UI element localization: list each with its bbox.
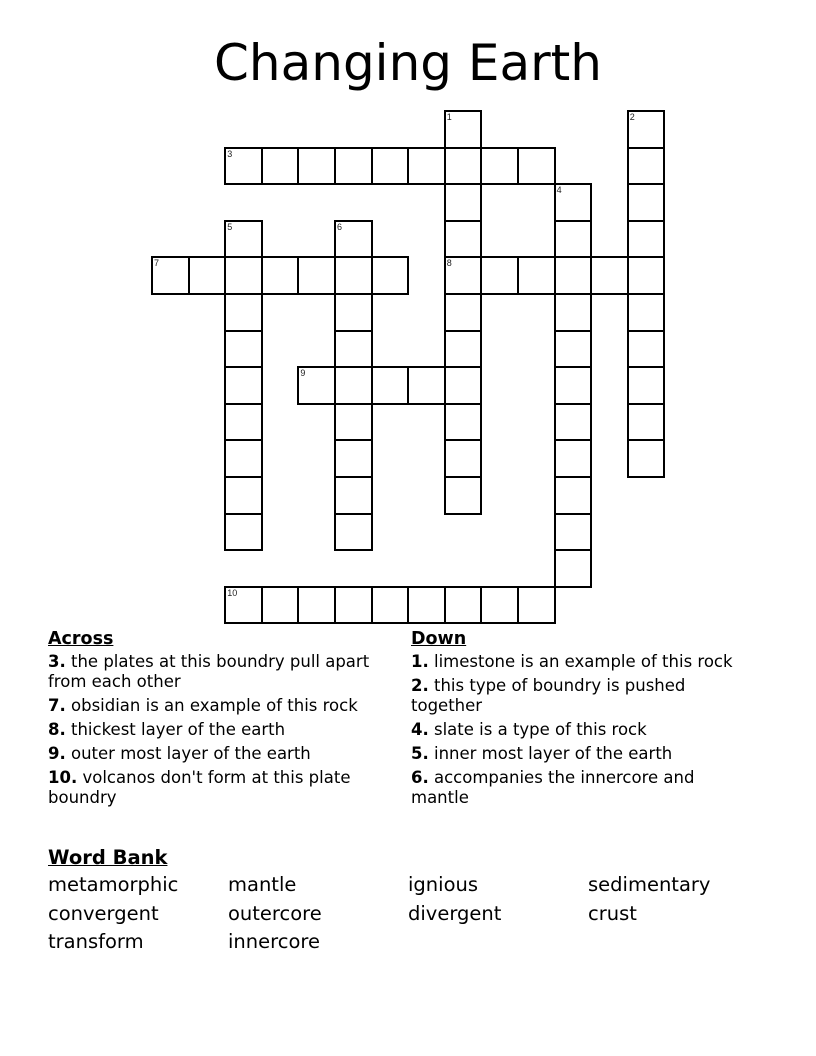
across-clue-9 [48, 744, 393, 764]
clue-number: 4. [411, 720, 429, 739]
crossword-cell[interactable] [480, 586, 519, 625]
down-clue-2 [411, 676, 741, 716]
crossword-cell[interactable] [444, 330, 483, 369]
crossword-cell[interactable] [554, 513, 593, 552]
clue-text: obsidian is an example of this rock [71, 696, 358, 715]
crossword-cell[interactable] [151, 256, 190, 295]
cell-number: 8 [446, 258, 452, 269]
cell-number: 6 [337, 221, 343, 232]
crossword-cell[interactable] [444, 256, 483, 295]
crossword-cell[interactable] [224, 330, 263, 369]
word-bank-item: outercore [228, 901, 322, 925]
crossword-cell[interactable] [627, 147, 666, 186]
word-bank-item: innercore [228, 930, 320, 953]
word-bank-item: divergent [408, 901, 502, 925]
crossword-cell[interactable] [261, 256, 300, 295]
word-bank-item: ignious [408, 873, 479, 896]
crossword-cell[interactable] [224, 586, 263, 625]
cell-number: 7 [154, 258, 160, 269]
down-clues [411, 628, 741, 812]
word-bank-heading: Word Bank [48, 846, 168, 869]
crossword-cell[interactable] [371, 586, 410, 625]
cell-number: 9 [300, 368, 306, 379]
down-clue-5 [411, 744, 741, 764]
crossword-cell[interactable] [480, 147, 519, 186]
crossword-cell[interactable] [188, 256, 227, 295]
crossword-cell[interactable] [334, 256, 373, 295]
crossword-cell[interactable] [627, 366, 666, 405]
crossword-cell[interactable] [334, 513, 373, 552]
across-clues [48, 628, 393, 812]
cell-number: 5 [227, 221, 233, 232]
word-bank-item: sedimentary [588, 873, 711, 896]
crossword-cell[interactable] [517, 586, 556, 625]
crossword-cell[interactable] [407, 366, 446, 405]
crossword-cell[interactable] [224, 513, 263, 552]
crossword-cell[interactable] [297, 256, 336, 295]
page-title: Changing Earth [214, 34, 602, 92]
clue-text: limestone is an example of this rock [434, 652, 733, 671]
crossword-cell[interactable] [224, 439, 263, 478]
crossword-cell[interactable] [554, 476, 593, 515]
crossword-cell[interactable] [407, 586, 446, 625]
across-clue-8 [48, 720, 393, 740]
crossword-cell[interactable] [334, 220, 373, 259]
crossword-cell[interactable] [627, 256, 666, 295]
crossword-cell[interactable] [224, 147, 263, 186]
clue-number: 1. [411, 652, 429, 671]
crossword-cell[interactable] [554, 403, 593, 442]
crossword-cell[interactable] [261, 147, 300, 186]
clue-text: slate is a type of this rock [434, 720, 647, 739]
clue-number: 7. [48, 696, 66, 715]
clue-number: 2. [411, 676, 429, 695]
crossword-cell[interactable] [444, 586, 483, 625]
clue-number: 9. [48, 744, 66, 763]
crossword-cell[interactable] [444, 366, 483, 405]
crossword-cell[interactable] [371, 366, 410, 405]
crossword-cell[interactable] [334, 476, 373, 515]
across-clue-7 [48, 696, 393, 716]
crossword-cell[interactable] [371, 147, 410, 186]
crossword-cell[interactable] [444, 293, 483, 332]
crossword-cell[interactable] [261, 586, 300, 625]
across-clue-10 [48, 768, 393, 808]
clue-number: 3. [48, 652, 66, 671]
crossword-cell[interactable] [444, 439, 483, 478]
clue-text: the plates at this boundry pull apart from each other [48, 652, 370, 691]
crossword-cell[interactable] [407, 147, 446, 186]
clue-text: inner most layer of the earth [434, 744, 673, 763]
clue-number: 10. [48, 768, 78, 787]
crossword-cell[interactable] [554, 256, 593, 295]
crossword-cell[interactable] [224, 220, 263, 259]
crossword-cell[interactable] [627, 439, 666, 478]
crossword-cell[interactable] [627, 330, 666, 369]
crossword-cell[interactable] [554, 439, 593, 478]
word-bank-item: convergent [48, 901, 159, 925]
crossword-cell[interactable] [297, 586, 336, 625]
cell-number: 1 [446, 112, 452, 122]
word-bank-item: metamorphic [48, 873, 179, 896]
crossword-cell[interactable] [371, 256, 410, 295]
across-clue-3 [48, 652, 393, 692]
crossword-cell[interactable] [297, 366, 336, 405]
crossword-cell[interactable] [334, 439, 373, 478]
crossword-cell[interactable] [554, 549, 593, 588]
down-clue-4 [411, 720, 741, 740]
crossword-cell[interactable] [444, 110, 483, 149]
clue-text: this type of boundry is pushed together [411, 676, 686, 715]
crossword-cell[interactable] [334, 586, 373, 625]
cell-number: 4 [556, 185, 562, 196]
crossword-cell[interactable] [627, 110, 666, 149]
crossword-cell[interactable] [554, 220, 593, 259]
crossword-cell[interactable] [554, 330, 593, 369]
crossword-cell[interactable] [224, 366, 263, 405]
across-heading: Across [48, 629, 114, 649]
cell-number: 3 [227, 148, 233, 159]
cell-number: 10 [227, 587, 238, 598]
word-bank-list [48, 871, 768, 957]
crossword-cell[interactable] [297, 147, 336, 186]
clue-text: thickest layer of the earth [71, 720, 286, 739]
down-clue-6 [411, 768, 741, 808]
crossword-cell[interactable] [334, 366, 373, 405]
down-heading: Down [411, 629, 467, 649]
crossword-cell[interactable] [554, 183, 593, 222]
crossword-cell[interactable] [627, 293, 666, 332]
clue-number: 6. [411, 768, 429, 787]
crossword-cell[interactable] [334, 403, 373, 442]
word-bank-item: mantle [228, 873, 297, 896]
clue-text: volcanos don't form at this plate boundry [48, 768, 351, 807]
crossword-cell[interactable] [444, 147, 483, 186]
crossword-cell[interactable] [627, 183, 666, 222]
crossword-cell[interactable] [517, 256, 556, 295]
down-clue-1 [411, 652, 741, 672]
clue-number: 5. [411, 744, 429, 763]
crossword-cell[interactable] [334, 147, 373, 186]
clue-number: 8. [48, 720, 66, 739]
crossword-cell[interactable] [224, 476, 263, 515]
crossword-cell[interactable] [554, 293, 593, 332]
crossword-cell[interactable] [627, 220, 666, 259]
clue-text: accompanies the innercore and mantle [411, 768, 695, 807]
crossword-cell[interactable] [444, 220, 483, 259]
word-bank [48, 846, 768, 957]
crossword-cell[interactable] [334, 330, 373, 369]
crossword-cell[interactable] [444, 403, 483, 442]
crossword-cell[interactable] [554, 366, 593, 405]
crossword-cell[interactable] [224, 293, 263, 332]
crossword-cell[interactable] [444, 476, 483, 515]
word-bank-item: crust [588, 901, 637, 925]
clue-text: outer most layer of the earth [71, 744, 311, 763]
crossword-cell[interactable] [590, 256, 629, 295]
crossword-cell[interactable] [517, 147, 556, 186]
crossword-cell[interactable] [444, 183, 483, 222]
crossword-cell[interactable] [224, 403, 263, 442]
word-bank-item: transform [48, 930, 144, 953]
cell-number: 2 [629, 112, 635, 122]
crossword-cell[interactable] [224, 256, 263, 295]
crossword-cell[interactable] [334, 293, 373, 332]
crossword-cell[interactable] [480, 256, 519, 295]
crossword-cell[interactable] [627, 403, 666, 442]
